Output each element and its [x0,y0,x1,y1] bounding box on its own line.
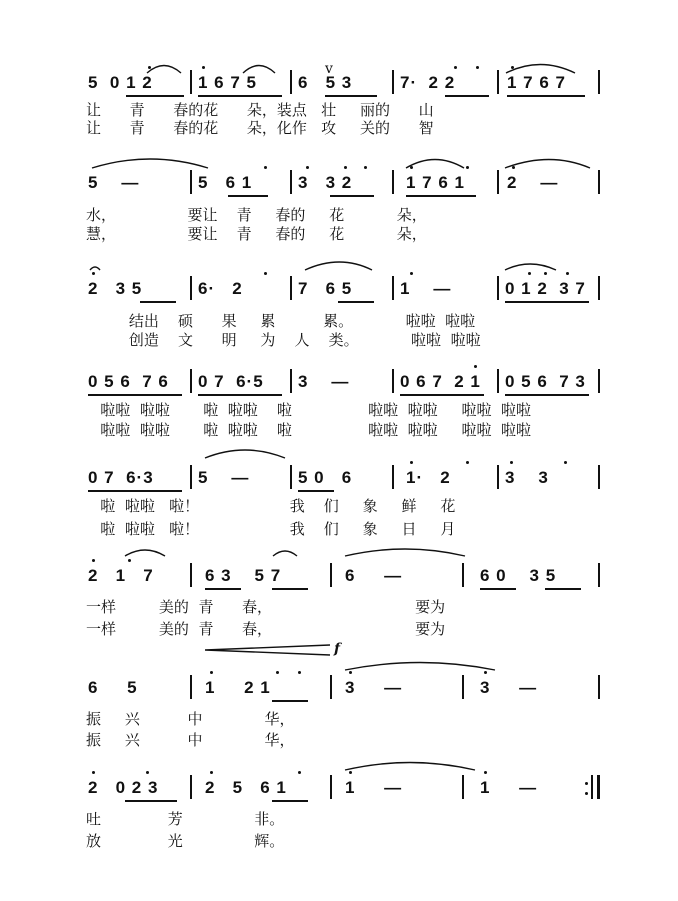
notes-row: 2 5 6 1 [205,778,287,797]
notes-row: 7· 2 2 [400,73,456,92]
lyric-line: 让 青 春的花 朵，装点 壮 丽的 山 [86,101,434,119]
notes-row: 2 0 2 3 [88,778,159,797]
notes-row: 6 5 3 [298,73,353,92]
octave-dot [146,771,149,774]
notes-row: 6 0 3 5 [480,566,557,585]
lyric-line: 让 青 春的花 朵，化作 攻 关的 智 [86,119,434,137]
bar-line [330,675,332,699]
dynamic-forte: f [334,641,341,657]
lyric-line: 振 兴 中 华， [86,731,295,749]
notes-row: 5 — [198,468,250,487]
notes-row: 7 6 5 [298,279,353,298]
octave-dot [484,771,487,774]
notes-row: 5 — [88,173,140,192]
bar-line [190,675,192,699]
underline [272,700,308,702]
notes-row: 3 — [345,678,403,697]
lyric-line: 结出 硕 果 累 累。 啦啦 啦啦 [86,312,476,330]
repeat-dot [585,782,588,785]
end-barline-thick [597,775,600,799]
octave-dot [349,671,352,674]
notes-row: 0 7 6·3 [88,468,154,487]
notes-row: 2 1 7 [88,566,154,585]
lyric-line: 慧， 要让 青 春的 花 朵， [86,225,427,243]
lyric-line: 啦 啦啦 啦！ 我 们 象 鲜 花 [86,497,456,515]
lyric-line: 放 光 辉。 [86,832,285,850]
lyric-line: 一样 美的 青 春， 要为 [86,620,446,638]
notes-row: 1 — [400,279,452,298]
breath-mark: v [325,61,333,77]
notes-row: 1 6 7 5 [198,73,257,92]
bar-line [330,775,332,799]
octave-dot [298,771,301,774]
notes-row: 1 7 6 7 [507,73,566,92]
notes-row: 6 3 5 7 [205,566,282,585]
notes-row: 0 1 2 3 7 [505,279,586,298]
notes-row: 1 — [345,778,403,797]
lyric-line: 啦 啦啦 啦！ 我 们 象 日 月 [86,520,456,538]
notes-row: 5 0 1 2 [88,73,153,92]
lyric-line: 啦啦 啦啦 啦 啦啦 啦 啦啦 啦啦 啦啦 啦啦 [86,401,532,419]
notes-row: 5 6 1 [198,173,253,192]
lyric-line: 创造 文 明 为 人 类。 啦啦 啦啦 [86,331,481,349]
underline [125,800,177,802]
octave-dot [276,671,279,674]
lyric-line: 啦啦 啦啦 啦 啦啦 啦 啦啦 啦啦 啦啦 啦啦 [86,421,532,439]
notes-row: 3 3 2 [298,173,353,192]
notes-row: 1 7 6 1 [406,173,465,192]
end-barline-thin [591,775,593,799]
notes-row: 0 5 6 7 6 [88,372,169,391]
notes-row: 0 7 6·5 [198,372,264,391]
notes-row: 2 — [507,173,559,192]
repeat-dot [585,792,588,795]
bar-line [190,775,192,799]
notes-row: 1 2 1 [205,678,271,697]
notes-row: 5 0 6 [298,468,353,487]
notes-row: 3 3 [505,468,549,487]
octave-dot [210,671,213,674]
lyric-line: 水， 要让 青 春的 花 朵， [86,206,427,224]
octave-dot [349,771,352,774]
bar-line [462,775,464,799]
notes-row: 6 — [345,566,403,585]
notes-row: 3 — [480,678,538,697]
notes-row: 6· 2 [198,279,243,298]
notes-row: 3 — [298,372,350,391]
lyric-line: 振 兴 中 华， [86,710,295,728]
octave-dot [92,771,95,774]
notes-row: 2 3 5 [88,279,143,298]
octave-dot [298,671,301,674]
bar-line [462,675,464,699]
bar-line [598,675,600,699]
notes-row: 0 6 7 2 1 [400,372,481,391]
lyric-line: 一样 美的 青 春， 要为 [86,598,446,616]
notes-row: 0 5 6 7 3 [505,372,586,391]
notes-row: 1 — [480,778,538,797]
notes-row: 6 5 [88,678,138,697]
notes-row: 1· 2 [406,468,451,487]
lyric-line: 吐 芳 非。 [86,810,285,828]
octave-dot [210,771,213,774]
octave-dot [484,671,487,674]
underline [272,800,308,802]
